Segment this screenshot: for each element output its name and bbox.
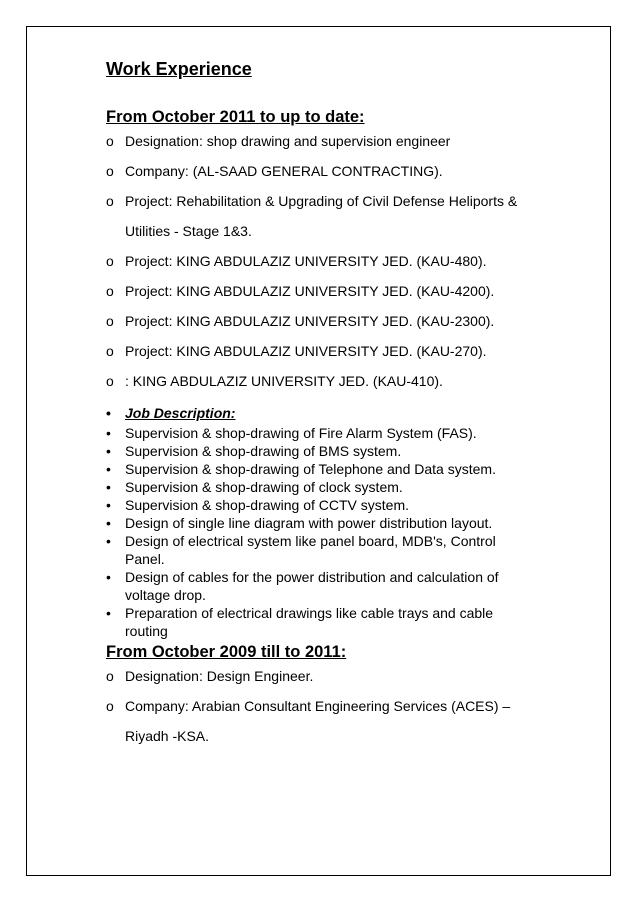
designation-text: Designation: shop drawing and supervision engineer: [125, 133, 451, 149]
document-body: [106, 58, 586, 751]
job-description-title: Job Description:: [125, 405, 236, 421]
period-2011-details: [106, 126, 586, 396]
circle-bullet-icon: o: [106, 193, 114, 209]
duty-text: Design of cables for the power distribution and calculation of: [125, 569, 499, 585]
list-item: [106, 460, 586, 478]
period-2009-details: [106, 661, 586, 751]
list-item: [106, 126, 586, 156]
duty-text-continued: routing: [125, 623, 168, 639]
list-item: [106, 366, 586, 396]
circle-bullet-icon: o: [106, 343, 114, 359]
list-item: [106, 604, 586, 640]
project-text: Project: KING ABDULAZIZ UNIVERSITY JED. (KAU-480).: [125, 253, 487, 269]
company-text: Company: Arabian Consultant Engineering Services (ACES) –: [125, 698, 511, 714]
project-text: : KING ABDULAZIZ UNIVERSITY JED. (KAU-410).: [125, 373, 443, 389]
project-text: Project: KING ABDULAZIZ UNIVERSITY JED. (KAU-4200).: [125, 283, 495, 299]
period-title-2011: From October 2011 to up to date:: [106, 108, 365, 126]
company-text: Company: (AL-SAAD GENERAL CONTRACTING).: [125, 163, 443, 179]
duty-text: Design of single line diagram with power distribution layout.: [125, 515, 493, 531]
duty-text: Supervision & shop-drawing of BMS system.: [125, 443, 402, 459]
project-text-continued: Utilities - Stage 1&3.: [125, 223, 252, 239]
disc-bullet-icon: •: [106, 461, 111, 477]
duty-text: Design of electrical system like panel board, MDB's, Control: [125, 533, 496, 549]
duty-text: Supervision & shop-drawing of clock system.: [125, 479, 403, 495]
list-item: [106, 442, 586, 460]
circle-bullet-icon: o: [106, 698, 114, 714]
disc-bullet-icon: •: [106, 515, 111, 531]
circle-bullet-icon: o: [106, 283, 114, 299]
duty-text-continued: voltage drop.: [125, 587, 206, 603]
designation-text: Designation: Design Engineer.: [125, 668, 314, 684]
list-item: [106, 496, 586, 514]
list-item: [106, 424, 586, 442]
disc-bullet-icon: •: [106, 497, 111, 513]
section-title: Work Experience: [106, 59, 252, 79]
duty-text: Supervision & shop-drawing of Telephone and Data system.: [125, 461, 496, 477]
list-item: [106, 514, 586, 532]
list-item: [106, 661, 586, 691]
duty-text-continued: Panel.: [125, 551, 165, 567]
list-item: [106, 306, 586, 336]
circle-bullet-icon: o: [106, 163, 114, 179]
list-item: [106, 691, 586, 751]
project-text: Project: Rehabilitation & Upgrading of Civil Defense Heliports &: [125, 193, 518, 209]
company-text-continued: Riyadh -KSA.: [125, 728, 210, 744]
circle-bullet-icon: o: [106, 253, 114, 269]
list-item: [106, 276, 586, 306]
list-item: [106, 568, 586, 604]
list-item: [106, 186, 586, 246]
duty-text: Preparation of electrical drawings like cable trays and cable: [125, 605, 494, 621]
disc-bullet-icon: •: [106, 533, 111, 549]
job-description-list: [106, 402, 586, 640]
job-description-heading: [106, 402, 586, 424]
circle-bullet-icon: o: [106, 373, 114, 389]
list-item: [106, 156, 586, 186]
list-item: [106, 336, 586, 366]
list-item: [106, 246, 586, 276]
disc-bullet-icon: •: [106, 443, 111, 459]
disc-bullet-icon: •: [106, 425, 111, 441]
circle-bullet-icon: o: [106, 133, 114, 149]
list-item: [106, 478, 586, 496]
disc-bullet-icon: •: [106, 479, 111, 495]
duty-text: Supervision & shop-drawing of Fire Alarm System (FAS).: [125, 425, 477, 441]
disc-bullet-icon: •: [106, 405, 111, 421]
disc-bullet-icon: •: [106, 605, 111, 621]
circle-bullet-icon: o: [106, 668, 114, 684]
duty-text: Supervision & shop-drawing of CCTV system.: [125, 497, 409, 513]
project-text: Project: KING ABDULAZIZ UNIVERSITY JED. (KAU-270).: [125, 343, 487, 359]
circle-bullet-icon: o: [106, 313, 114, 329]
period-title-2009: From October 2009 till to 2011:: [106, 643, 347, 661]
project-text: Project: KING ABDULAZIZ UNIVERSITY JED. (KAU-2300).: [125, 313, 495, 329]
disc-bullet-icon: •: [106, 569, 111, 585]
list-item: [106, 532, 586, 568]
